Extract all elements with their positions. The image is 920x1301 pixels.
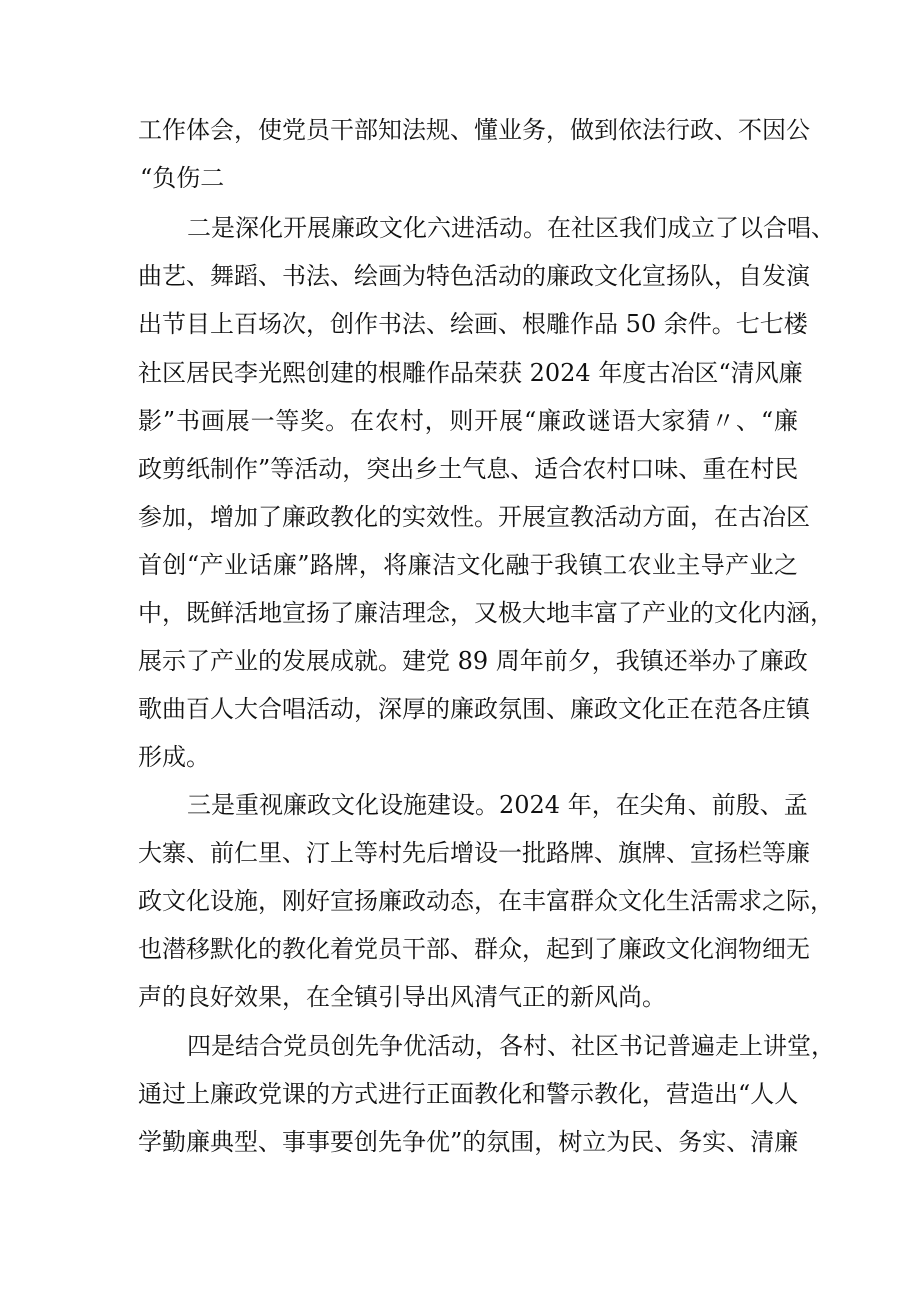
- text-line: 中，既鲜活地宣扬了廉洁理念，又极大地丰富了产业的文化内涵，: [138, 599, 834, 627]
- paragraph-3-line: 三是重视廉政文化设施建设。2024 年，在尖角、前殷、孟: [187, 791, 808, 819]
- text-line: 也潜移默化的教化着党员干部、群众，起到了廉政文化润物细无: [138, 935, 810, 963]
- text-line: 政剪纸制作”等活动，突出乡土气息、适合农村口味、重在村民: [138, 455, 799, 483]
- text-line: 学勤廉典型、事事要创先争优”的氛围，树立为民、务实、清廉: [138, 1128, 799, 1156]
- text-line: 展示了产业的发展成就。建党 89 周年前夕，我镇还举办了廉政: [138, 647, 808, 675]
- text-line: 声的良好效果，在全镇引导出风清气正的新风尚。: [138, 983, 666, 1011]
- text-line: 大寨、前仁里、汀上等村先后增设一批路牌、旗牌、宣扬栏等廉: [138, 839, 810, 867]
- text-line: 政文化设施，刚好宣扬廉政动态，在丰富群众文化生活需求之际，: [138, 887, 834, 915]
- text-line: 形成。: [138, 743, 210, 771]
- text-line: 通过上廉政党课的方式进行正面教化和警示教化，营造出“人人: [138, 1080, 799, 1108]
- text-line: 影”书画展一等奖。在农村，则开展“廉政谜语大家猜〃、“廉: [138, 407, 798, 435]
- text-line: 曲艺、舞蹈、书法、绘画为特色活动的廉政文化宣扬队，自发演: [138, 262, 810, 290]
- paragraph-4-line: 四是结合党员创先争优活动，各村、社区书记普遍走上讲堂，: [187, 1032, 835, 1060]
- text-line: 首创“产业话廉”路牌，将廉洁文化融于我镇工农业主导产业之: [138, 551, 798, 579]
- text-line: 歌曲百人大合唱活动，深厚的廉政氛围、廉政文化正在范各庄镇: [138, 695, 810, 723]
- text-line: 参加，增加了廉政教化的实效性。开展宣教活动方面，在古冶区: [138, 503, 810, 531]
- text-line: 出节目上百场次，创作书法、绘画、根雕作品 50 余件。七七楼: [138, 310, 808, 338]
- text-line: 社区居民李光熙创建的根雕作品荣获 2024 年度古冶区“清风廉: [138, 359, 803, 387]
- text-line-fragment: “负伤二: [140, 164, 225, 192]
- text-line: 工作体会，使党员干部知法规、懂业务，做到依法行政、不因公: [138, 116, 810, 144]
- paragraph-2-line: 二是深化开展廉政文化六进活动。在社区我们成立了以合唱、: [187, 214, 835, 242]
